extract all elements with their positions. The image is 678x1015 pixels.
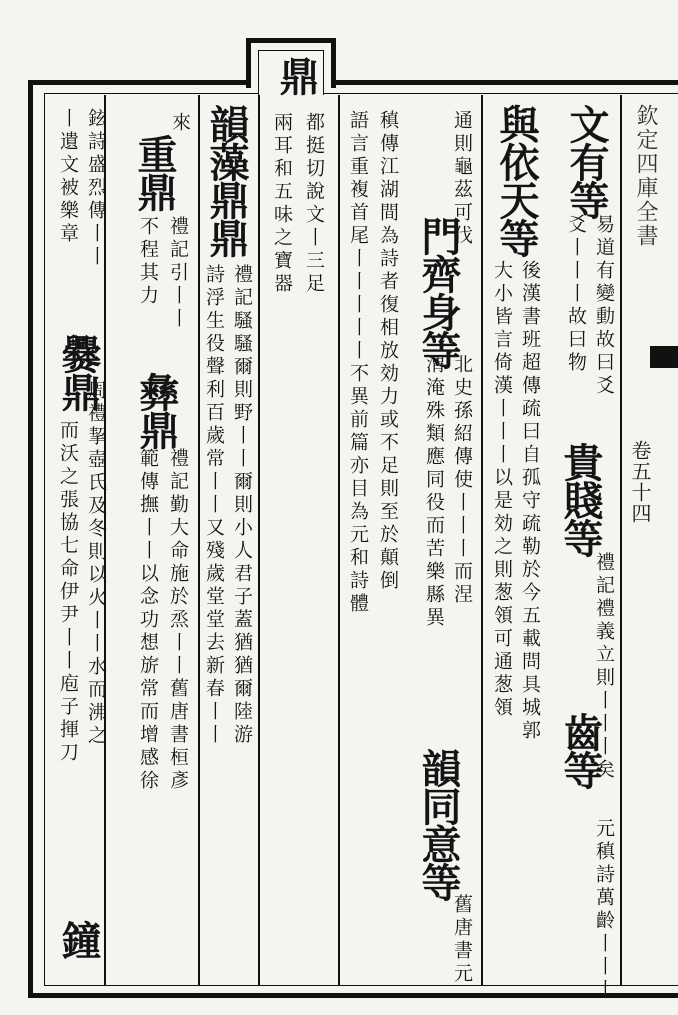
entry-text: 稹傳江湖間為詩者復相放効力或不足則至於顛倒 xyxy=(377,110,399,593)
entry-text: 元稹詩萬齡丨丨丨 xyxy=(593,818,615,1002)
entry-text: 後漢書班超傳疏曰自孤守疏勒於今五載問具城郭 xyxy=(519,260,541,743)
entry-text: 而沃之張協七命伊尹丨丨庖子揮刀 xyxy=(57,420,79,765)
column-divider xyxy=(338,95,340,985)
entry-text: 通則龜茲可伐 xyxy=(451,110,473,248)
entry-text: 北史孫紹傳使丨丨丨而涅 xyxy=(451,354,473,607)
entry-text: 都挺切說文丨三足 xyxy=(303,112,325,296)
entry-head: 齒等 xyxy=(557,712,604,788)
volume-number: 卷五十四 xyxy=(628,440,652,524)
column-divider xyxy=(620,95,622,985)
entry-text: 禮記引丨丨 xyxy=(167,216,189,331)
column-divider xyxy=(198,95,200,985)
entry-text: 不程其力 xyxy=(137,216,159,308)
entry-text: 周禮挈壺氏及冬則以火丨丨水而沸之 xyxy=(85,380,107,748)
entry-head: 貴賤等 xyxy=(557,442,604,556)
column-divider xyxy=(481,95,483,985)
entry-text: 丨遺文被樂章 xyxy=(57,108,79,246)
entry-head: 重鼎 xyxy=(131,134,178,210)
fish-tail-mark xyxy=(650,346,678,368)
entry-head: 文有等 xyxy=(563,104,610,218)
entry-text: 大小皆言倚漢丨丨丨以是効之則葱領可通葱領 xyxy=(491,260,513,720)
column-divider xyxy=(258,95,260,985)
entry-text: 語言重複首尾丨丨丨丨丨不異前篇亦目為元和詩體 xyxy=(347,110,369,616)
entry-text: 來 xyxy=(169,112,191,135)
entry-head: 門齊身等 xyxy=(415,216,462,368)
entry-text: 兩耳和五味之寶器 xyxy=(271,112,293,296)
entry-text: 範傳撫丨丨以念功想旂常而增感徐 xyxy=(137,448,159,793)
entry-text: 禮記勤大命施於烝丨丨舊唐書桓彥 xyxy=(167,448,189,793)
entry-head: 爨鼎 xyxy=(55,334,102,410)
entry-text: 禮記禮義立則丨丨丨矣 xyxy=(593,552,615,782)
entry-head: 彝鼎 xyxy=(133,372,180,448)
entry-text: 易道有變動故曰爻 xyxy=(593,214,615,398)
entry-text: 舊唐書元 xyxy=(451,894,473,986)
entry-text: 爻丨丨丨故曰物 xyxy=(565,214,587,375)
entry-text: 禮記騷騷爾則野丨丨爾則小人君子蓋猶猶爾陸游 xyxy=(231,264,253,747)
entry-text: 詩浮生役聲利百歲常丨丨又殘歲堂堂去新春丨丨 xyxy=(203,264,225,747)
entry-head: 鐘 xyxy=(55,920,102,958)
section-heading: 鼎 xyxy=(273,56,320,96)
book-title: 欽定四庫全書 xyxy=(633,104,658,248)
entry-head: 與依天等 xyxy=(493,104,540,256)
entry-text: 鉉詩盛烈傳丨丨 xyxy=(85,108,107,269)
entry-head: 韻藻鼎鼎 xyxy=(203,104,250,256)
entry-text: 渭淹殊類應同役而苦樂縣異 xyxy=(423,354,445,630)
entry-head: 韻同意等 xyxy=(415,748,462,900)
